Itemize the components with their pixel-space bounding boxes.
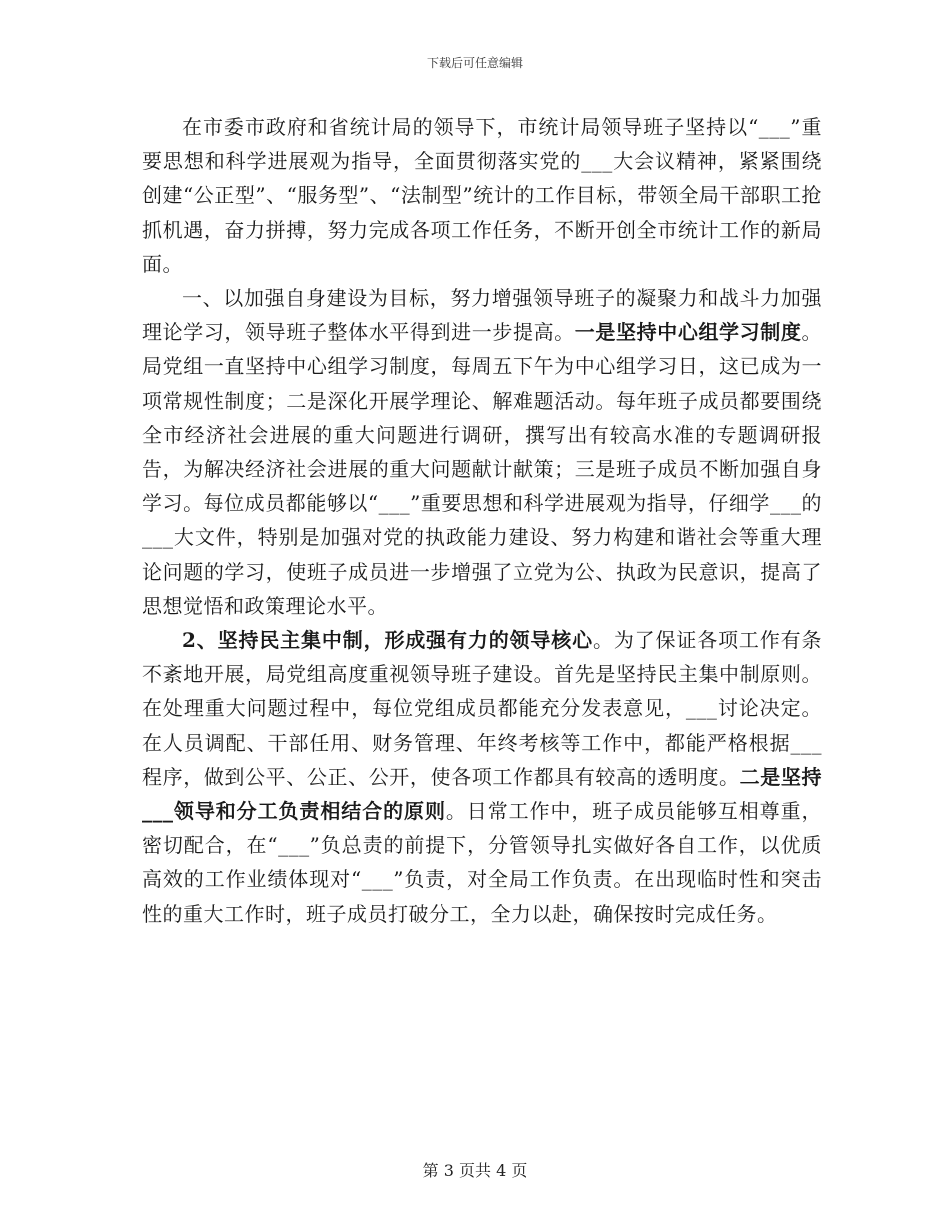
page-number: 第 3 页共 4 页: [422, 1161, 528, 1180]
paragraph-section-1: [142, 281, 822, 623]
paragraph-text: 一、以加强自身建设为目标，努力增强领导班子的凝聚力和战斗力加强理论学习，领导班子整体水平得到进一步提高。: [142, 286, 822, 345]
paragraph-intro: [142, 110, 822, 281]
document-body: [142, 110, 822, 931]
paragraph-text: 。日常工作中，班子成员能够互相尊重，密切配合，在“___”负总责的前提下，分管领导扎实做好各自工作，以优质高效的工作业绩体现对“___”负责，对全局工作负责。在出现临时性和突击性的重大工作时，班子成员打破分工，全力以赴，确保按时完成任务。: [142, 799, 823, 926]
paragraph-text: 在市委市政府和省统计局的领导下，市统计局领导班子坚持以“___”重要思想和科学进展观为指导，全面贯彻落实党的___大会议精神，紧紧围绕创建“公正型”、“服务型”、“法制型”统计的工作目标，带领全局干部职工抢抓机遇，奋力拼搏，努力完成各项工作任务，不断开创全市统计工作的新局面。: [142, 115, 822, 276]
bold-heading: 二是坚持___领导和分工负责相结合的原则: [142, 764, 822, 824]
paragraph-section-2: [142, 623, 822, 931]
bold-heading: 2、坚持民主集中制，形成强有力的领导核心: [182, 628, 593, 653]
bold-heading: 一是坚持中心组学习制度: [574, 320, 802, 345]
header-note: 下载后可任意编辑: [426, 56, 523, 70]
paragraph-text: 。局党组一直坚持中心组学习制度，每周五下午为中心组学习日，这已成为一项常规性制度；二是深化开展学理论、解难题活动。每年班子成员都要围绕全市经济社会进展的重大问题进行调研，撰写出有较高水准的专题调研报告，为解决经济社会进展的重大问题献计献策；三是班子成员不断加强自身学习。每位成员都能够以“___”重要思想和科学进展观为指导，仔细学___的___大文件，特别是加强对党的执政能力建设、努力构建和谐社会等重大理论问题的学习，使班子成员进一步增强了立党为公、执政为民意识，提高了思想觉悟和政策理论水平。: [142, 320, 822, 618]
paragraph-text: 。为了保证各项工作有条不紊地开展，局党组高度重视领导班子建设。首先是坚持民主集中制原则。在处理重大问题过程中，每位党组成员都能充分发表意见，___讨论决定。在人员调配、干部任用、财务管理、年终考核等工作中，都能严格根据___程序，做到公平、公正、公开，使各项工作都具有较高的透明度。: [142, 628, 822, 789]
